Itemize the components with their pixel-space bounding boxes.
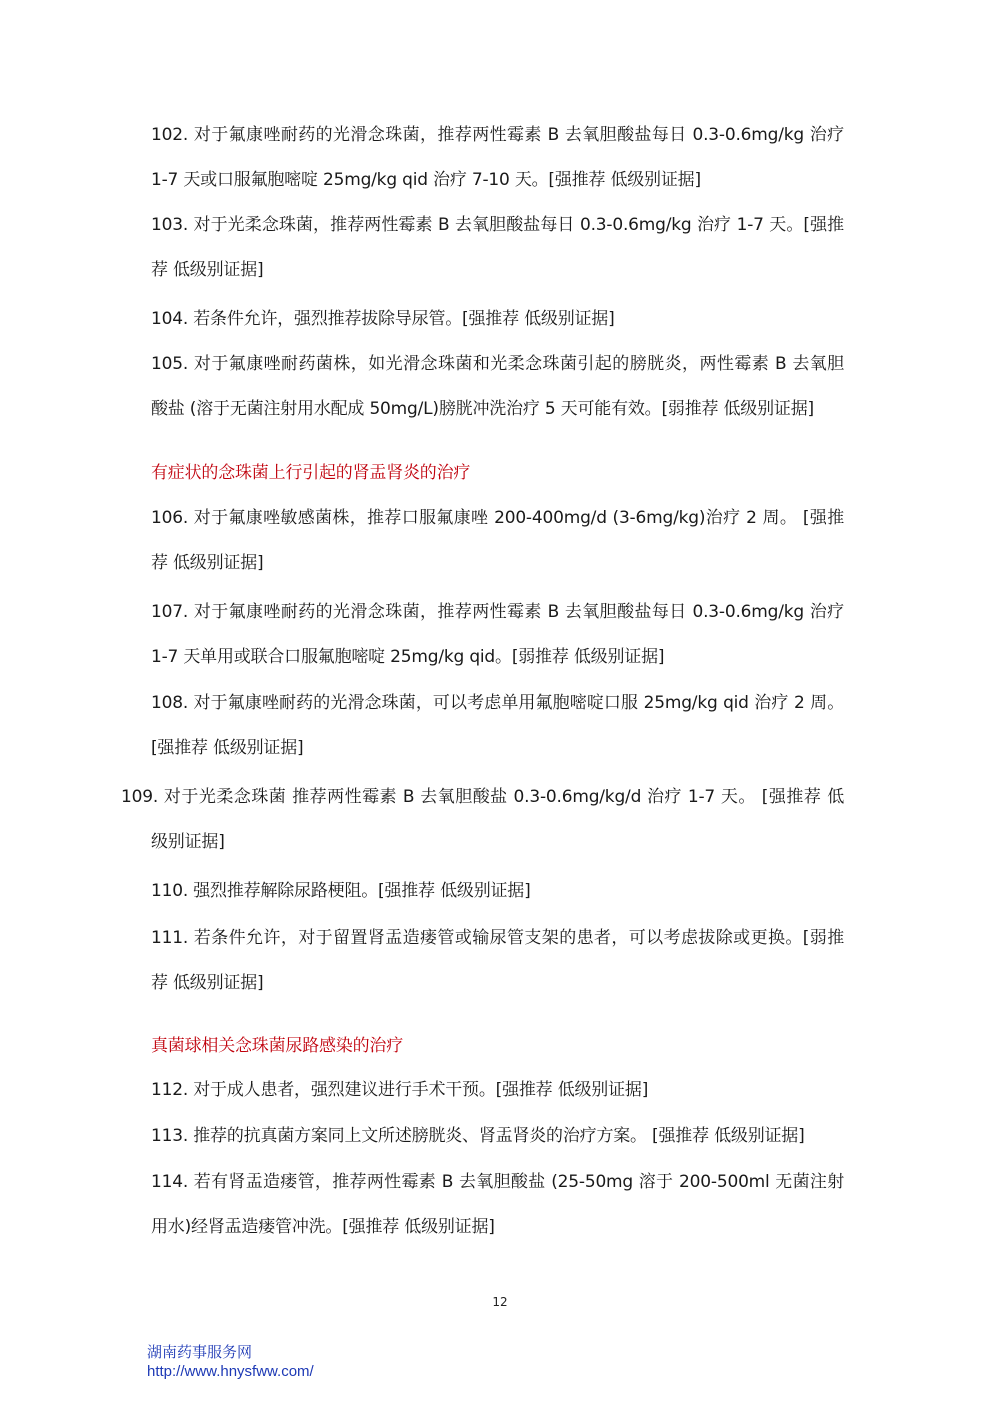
- section-heading-pyelonephritis: 有症状的念珠菌上行引起的肾盂肾炎的治疗: [151, 463, 471, 483]
- item-104-line-1: 104. 若条件允许，强烈推荐拔除导尿管。[强推荐 低级别证据]: [151, 309, 615, 329]
- item-113-line-1: 113. 推荐的抗真菌方案同上文所述膀胱炎、肾盂肾炎的治疗方案。 [强推荐 低级别证据]: [151, 1126, 805, 1146]
- item-108-line-2: [强推荐 低级别证据]: [151, 738, 304, 758]
- item-109-line-1: 109. 对于光柔念珠菌 推荐两性霉素 B 去氧胆酸盐 0.3-0.6mg/kg/d 治疗 1-7 天。 [强推荐 低: [121, 787, 844, 807]
- item-114-line-2: 用水)经肾盂造瘘管冲洗。[强推荐 低级别证据]: [151, 1217, 495, 1237]
- item-110-line-1: 110. 强烈推荐解除尿路梗阻。[强推荐 低级别证据]: [151, 881, 531, 901]
- page-number: 12: [492, 1295, 508, 1309]
- item-111-line-2: 荐 低级别证据]: [151, 973, 264, 993]
- item-109-line-2: 级别证据]: [151, 832, 225, 852]
- footer-site-name: 湖南药事服务网: [147, 1343, 253, 1361]
- item-103-line-1: 103. 对于光柔念珠菌，推荐两性霉素 B 去氧胆酸盐每日 0.3-0.6mg/kg 治疗 1-7 天。[强推: [151, 215, 844, 235]
- item-112-line-1: 112. 对于成人患者，强烈建议进行手术干预。[强推荐 低级别证据]: [151, 1080, 649, 1100]
- item-103-line-2: 荐 低级别证据]: [151, 260, 264, 280]
- item-106-line-2: 荐 低级别证据]: [151, 553, 264, 573]
- item-102-line-2: 1-7 天或口服氟胞嘧啶 25mg/kg qid 治疗 7-10 天。[强推荐 低级别证据]: [151, 170, 701, 190]
- item-108-line-1: 108. 对于氟康唑耐药的光滑念珠菌，可以考虑单用氟胞嘧啶口服 25mg/kg qid 治疗 2 周。: [151, 693, 844, 713]
- item-107-line-2: 1-7 天单用或联合口服氟胞嘧啶 25mg/kg qid。[弱推荐 低级别证据]: [151, 647, 665, 667]
- item-111-line-1: 111. 若条件允许，对于留置肾盂造瘘管或输尿管支架的患者，可以考虑拔除或更换。[弱推: [151, 928, 844, 948]
- item-102-line-1: 102. 对于氟康唑耐药的光滑念珠菌，推荐两性霉素 B 去氧胆酸盐每日 0.3-0.6mg/kg 治疗: [151, 125, 844, 145]
- item-105-line-2: 酸盐 (溶于无菌注射用水配成 50mg/L)膀胱冲洗治疗 5 天可能有效。[弱推荐 低级别证据]: [151, 399, 814, 419]
- item-114-line-1: 114. 若有肾盂造瘘管，推荐两性霉素 B 去氧胆酸盐 (25-50mg 溶于 200-500ml 无菌注射: [151, 1172, 844, 1192]
- item-107-line-1: 107. 对于氟康唑耐药的光滑念珠菌，推荐两性霉素 B 去氧胆酸盐每日 0.3-0.6mg/kg 治疗: [151, 602, 844, 622]
- section-heading-fungus-ball: 真菌球相关念珠菌尿路感染的治疗: [151, 1036, 403, 1056]
- footer-url-link[interactable]: http://www.hnysfww.com/: [147, 1363, 314, 1380]
- item-106-line-1: 106. 对于氟康唑敏感菌株，推荐口服氟康唑 200-400mg/d (3-6mg/kg)治疗 2 周。 [强推: [151, 508, 844, 528]
- item-105-line-1: 105. 对于氟康唑耐药菌株，如光滑念珠菌和光柔念珠菌引起的膀胱炎，两性霉素 B 去氧胆: [151, 354, 844, 374]
